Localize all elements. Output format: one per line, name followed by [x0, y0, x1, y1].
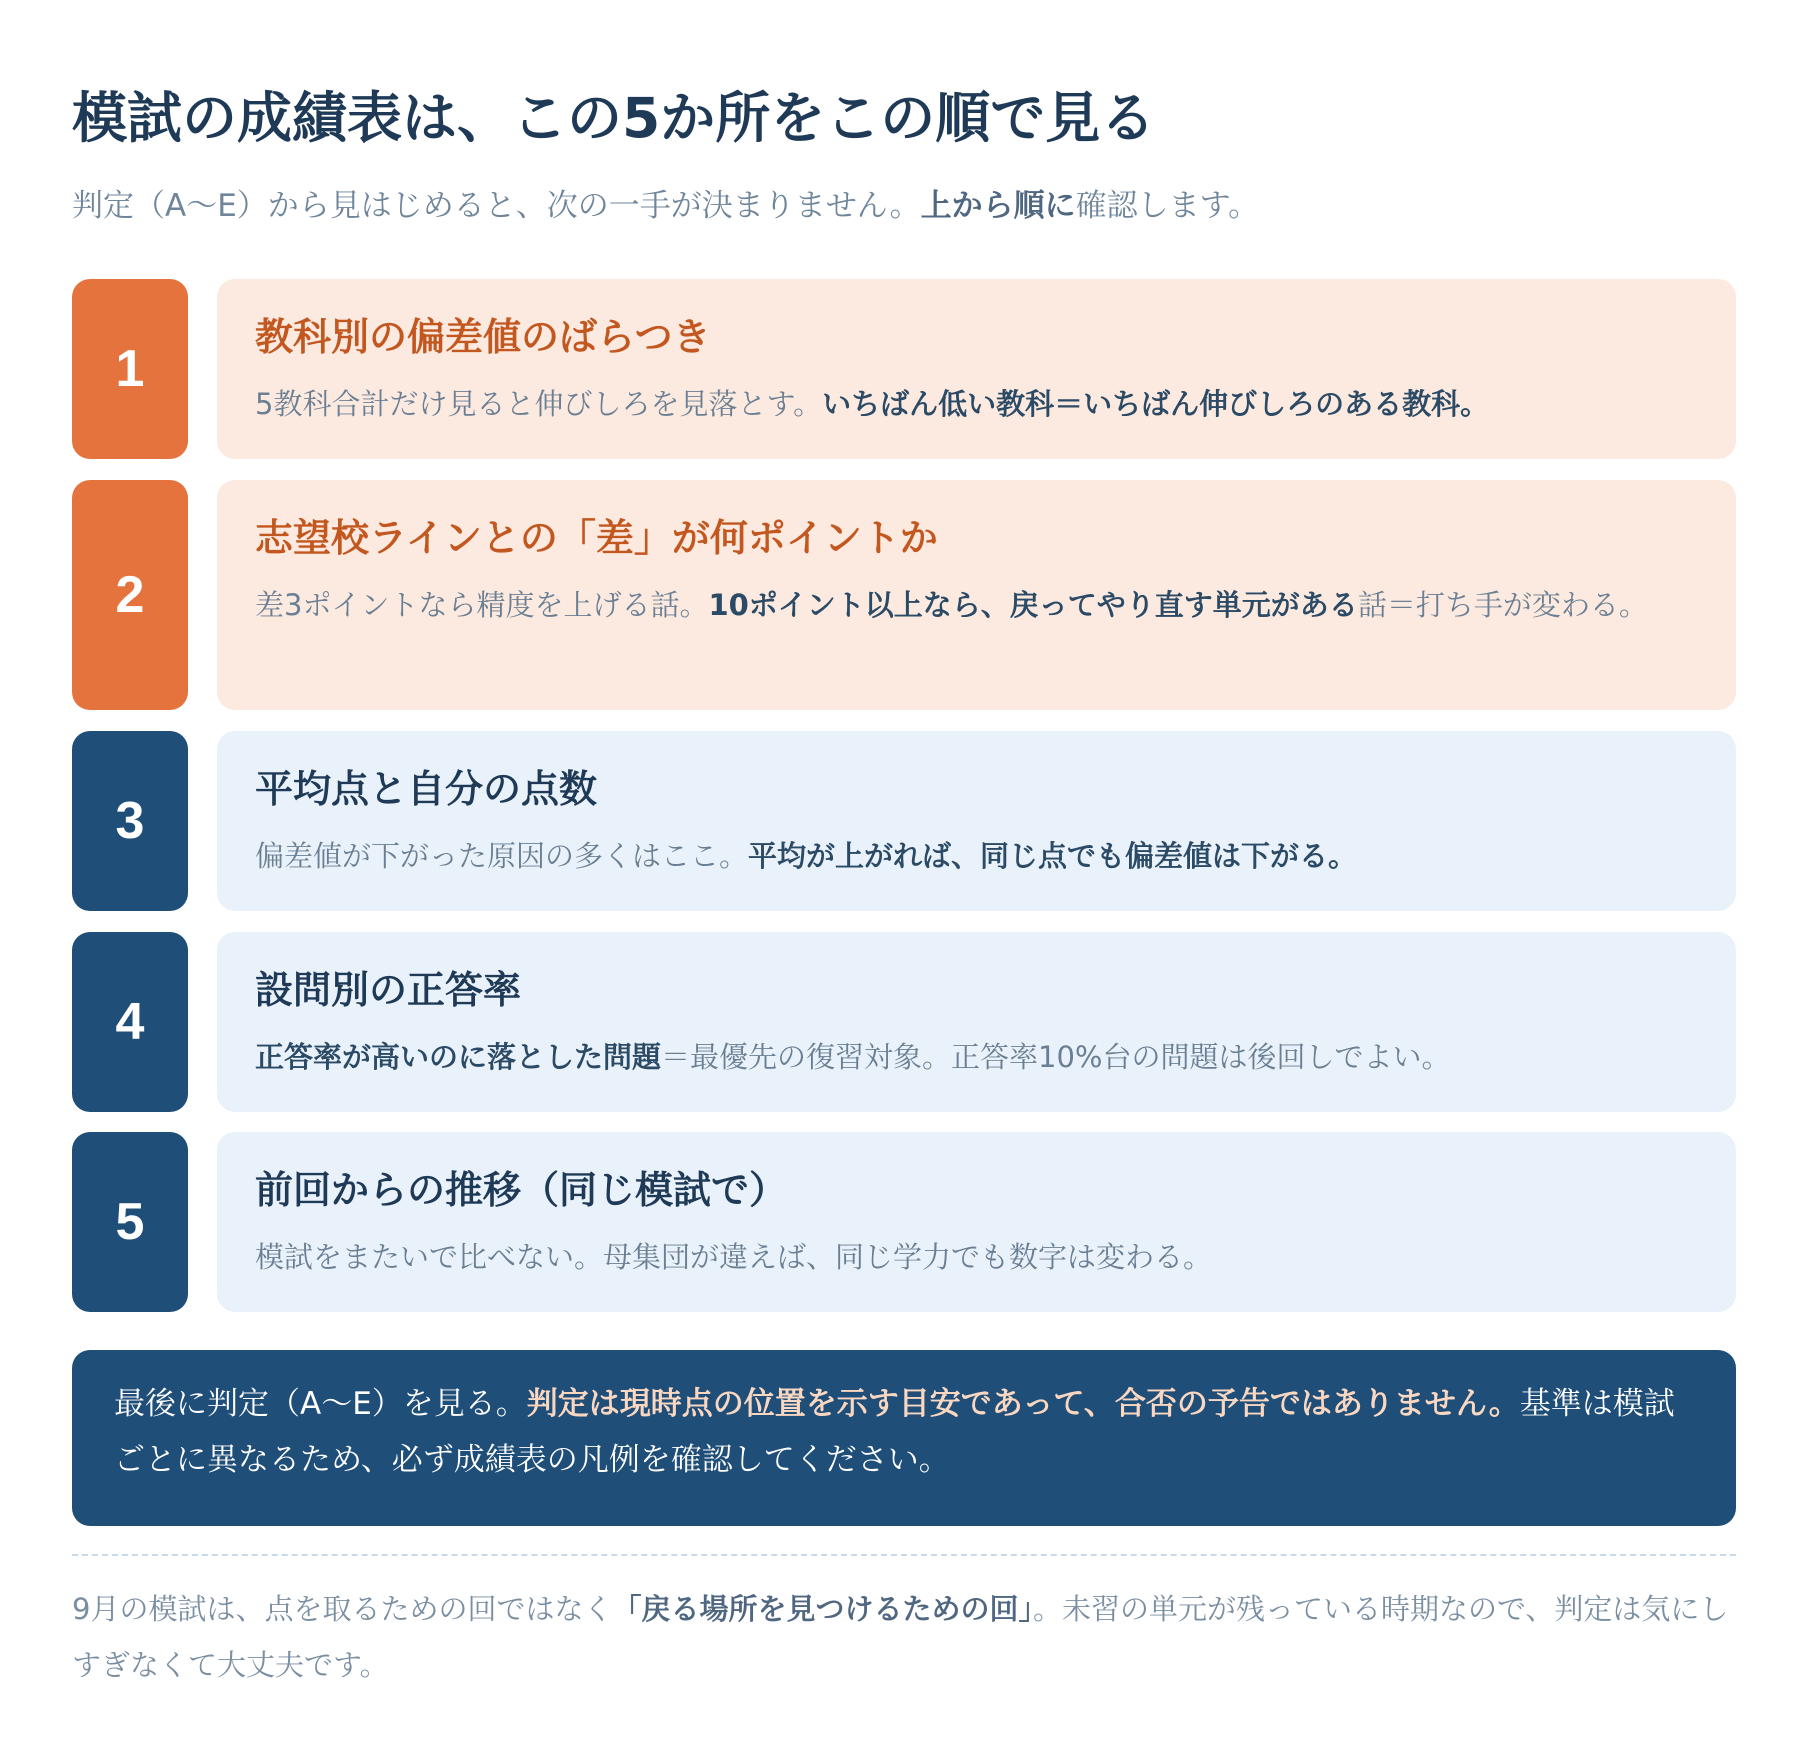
step-body-tail: ＝最優先の復習対象。正答率10%台の問題は後回しでよい。: [661, 1040, 1451, 1074]
step-body-emphasis: 10ポイント以上なら、戻ってやり直す単元がある: [708, 588, 1358, 622]
subtitle-emphasis: 上から順に: [920, 188, 1076, 224]
step-body: [255, 831, 1698, 881]
step-title: 志望校ラインとの「差」が何ポイントか: [255, 516, 938, 560]
step-title: 前回からの推移（同じ模試で）: [255, 1168, 788, 1212]
step-title: 教科別の偏差値のばらつき: [255, 315, 711, 359]
step-body-text: 差3ポイントなら精度を上げる話。: [255, 588, 709, 622]
footer-emphasis: 「戻る場所を見つけるための回」: [612, 1592, 1033, 1626]
footer-note: [72, 1581, 1736, 1693]
note-text: 最後に判定（A〜E）を見る。: [114, 1386, 527, 1422]
step-number-badge: 1: [72, 279, 188, 459]
step-5: [72, 1132, 1736, 1312]
dashed-divider: [72, 1554, 1736, 1556]
step-card: [217, 279, 1736, 459]
step-body-emphasis: いちばん低い教科＝いちばん伸びしろのある教科。: [822, 387, 1490, 421]
subtitle-text: 判定（A〜E）から見はじめると、次の一手が決まりません。: [72, 188, 921, 224]
step-title: 設問別の正答率: [255, 968, 522, 1012]
note-emphasis: 判定は現時点の位置を示す目安であって、合否の予告ではありません。: [526, 1386, 1520, 1422]
step-body-emphasis: 正答率が高いのに落とした問題: [255, 1040, 662, 1074]
step-body-text: 5教科合計だけ見ると伸びしろを見落とす。: [255, 387, 823, 421]
final-note-box: [72, 1350, 1736, 1526]
step-1: [72, 279, 1736, 459]
step-2: [72, 480, 1736, 710]
step-body-tail: 話＝打ち手が変わる。: [1357, 588, 1648, 622]
step-body: [255, 1232, 1698, 1282]
step-body: [255, 379, 1698, 429]
step-body: [255, 580, 1698, 630]
step-card: [217, 1132, 1736, 1312]
step-3: [72, 731, 1736, 911]
subtitle-tail: 確認します。: [1075, 188, 1260, 224]
footer-text: 9月の模試は、点を取るための回ではなく: [72, 1592, 613, 1626]
step-card: [217, 480, 1736, 710]
step-number-badge: 4: [72, 932, 188, 1112]
step-number-badge: 2: [72, 480, 188, 710]
step-body-text: 偏差値が下がった原因の多くはここ。: [255, 839, 749, 873]
note-tail: 基準は模試ごとに異なるため、必ず成績表の凡例を確認してください。: [114, 1386, 1675, 1478]
step-number-badge: 3: [72, 731, 188, 911]
step-body-text: 模試をまたいで比べない。母集団が違えば、同じ学力でも数字は変わる。: [255, 1240, 1213, 1274]
step-card: [217, 932, 1736, 1112]
step-title: 平均点と自分の点数: [255, 767, 598, 811]
step-number-badge: 5: [72, 1132, 188, 1312]
page-title: 模試の成績表は、この5か所をこの順で見る: [72, 86, 1156, 150]
step-card: [217, 731, 1736, 911]
footer-tail: 。未習の単元が残っている時期なので、判定は気にしすぎなくて大丈夫です。: [72, 1592, 1729, 1682]
page-subtitle: [72, 184, 1259, 228]
step-4: [72, 932, 1736, 1112]
step-body: [255, 1032, 1698, 1082]
step-body-emphasis: 平均が上がれば、同じ点でも偏差値は下がる。: [748, 839, 1358, 873]
